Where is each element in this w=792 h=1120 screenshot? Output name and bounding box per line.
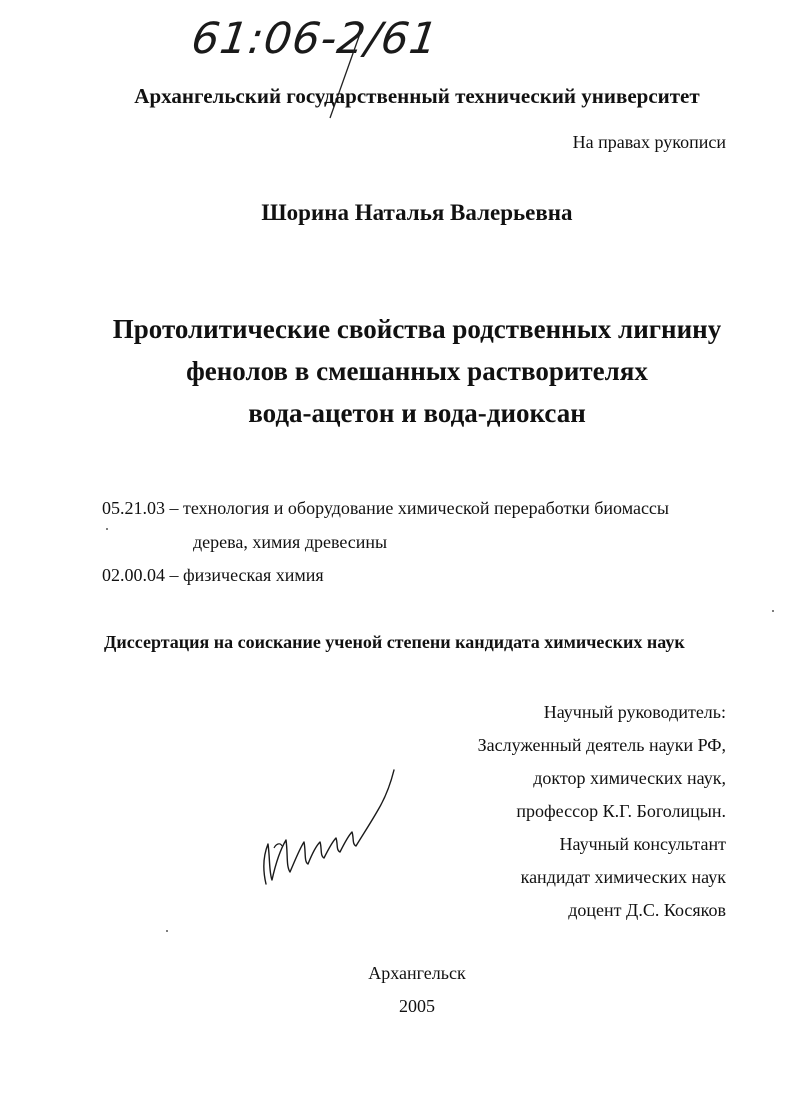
advisor-line: Заслуженный деятель науки РФ, <box>477 735 726 755</box>
advisor-line: кандидат химических наук <box>520 867 726 887</box>
university-name: Архангельский государственный технический университет <box>134 84 700 108</box>
specialty-code-1-continued: дерева, химия древесины <box>193 532 388 552</box>
specialty-code-1: 05.21.03 – технология и оборудование химической переработки биомассы <box>102 498 670 518</box>
manuscript-rights-note: На правах рукописи <box>572 132 726 152</box>
dissertation-title <box>0 308 792 434</box>
year: 2005 <box>399 996 435 1016</box>
scan-speck <box>106 528 108 530</box>
author-signature <box>252 762 402 892</box>
title-line: вода-ацетон и вода-диоксан <box>248 398 586 428</box>
city: Архангельск <box>368 963 466 983</box>
title-line: фенолов в смешанных растворителях <box>186 356 648 386</box>
advisor-line: Научный консультант <box>559 834 726 854</box>
scan-speck <box>166 930 168 932</box>
title-line: Протолитические свойства родственных лигнину <box>112 314 722 344</box>
author-name: Шорина Наталья Валерьевна <box>261 200 573 225</box>
advisor-line: доктор химических наук, <box>533 768 726 788</box>
degree-statement: Диссертация на соискание ученой степени кандидата химических наук <box>104 632 685 652</box>
advisor-line: доцент Д.С. Косяков <box>568 900 726 920</box>
scan-speck <box>772 610 774 612</box>
advisors-block <box>478 696 726 927</box>
advisor-line: профессор К.Г. Боголицын. <box>516 801 726 821</box>
specialty-code-2: 02.00.04 – физическая химия <box>102 565 324 585</box>
shelf-mark: 61:06-2/61 <box>188 14 442 64</box>
advisor-line: Научный руководитель: <box>543 702 726 722</box>
